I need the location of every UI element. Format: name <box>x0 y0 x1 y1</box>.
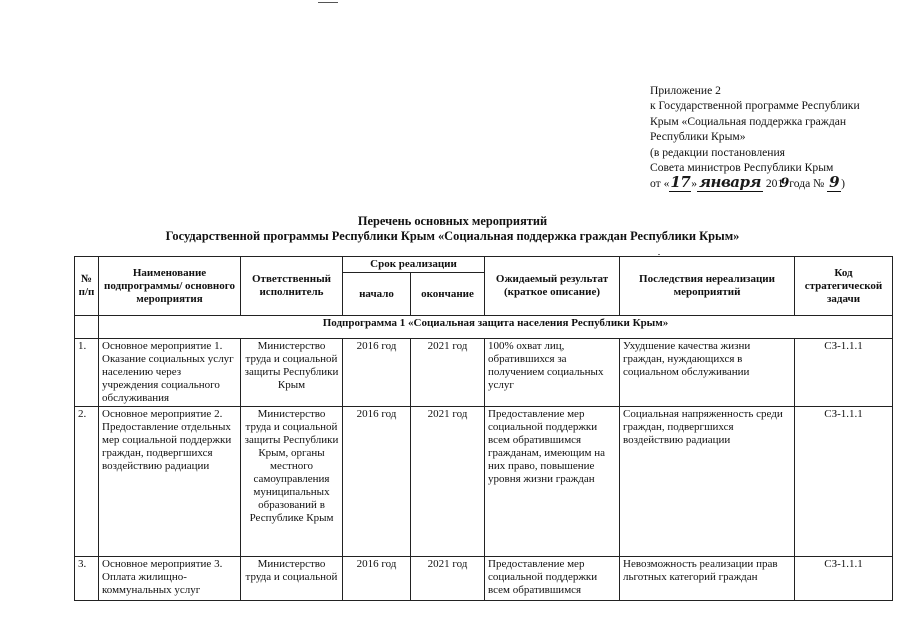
annex-line: Крым «Социальная поддержка граждан <box>650 114 847 128</box>
row-result: 100% охват лиц, обратившихся за получением социальных услуг <box>485 339 620 407</box>
date-prefix: от « <box>650 177 670 191</box>
scan-mark <box>318 2 338 3</box>
row-code: СЗ-1.1.1 <box>795 339 893 407</box>
handwritten-year-digit: 9 <box>780 176 790 192</box>
row-name: Основное мероприятие 3. Оплата жилищно-коммунальных услуг <box>99 557 241 601</box>
header-code: Код стратегической задачи <box>795 257 893 316</box>
annex-line: к Государственной программе Республики <box>650 99 860 113</box>
row-consequences: Невозможность реализации прав льготных категорий граждан <box>620 557 795 601</box>
date-year-start: 201 <box>765 177 784 191</box>
header-consequences: Последствия нереализации мероприятий <box>620 257 795 316</box>
row-consequences: Ухудшение качества жизни граждан, нуждающихся в социальном обслуживании <box>620 339 795 407</box>
document-title: Перечень основных мероприятий <box>357 214 548 228</box>
subprogram-title: Подпрограмма 1 «Социальная защита населения Республики Крым» <box>99 316 893 339</box>
table-row <box>75 339 893 407</box>
row-executor: Министерство труда и социальной защиты Республики Крым, органы местного самоуправления муниципальных образований в Республике Крым <box>241 407 343 557</box>
row-end: 2021 год <box>411 557 485 601</box>
annex-block <box>650 83 900 192</box>
header-executor: Ответственный исполнитель <box>241 257 343 316</box>
row-code: СЗ-1.1.1 <box>795 557 893 601</box>
date-year-word: года № <box>789 177 825 191</box>
handwritten-day: 17 <box>670 173 691 192</box>
resolution-date-line <box>650 175 900 191</box>
handwritten-month: января <box>699 173 761 192</box>
row-start: 2016 год <box>343 557 411 601</box>
row-end: 2021 год <box>411 339 485 407</box>
row-result: Предоставление мер социальной поддержки всем обратившимся гражданам, имеющим на них право, повышение уровня жизни граждан <box>485 407 620 557</box>
row-executor: Министерство труда и социальной защиты Республики Крым <box>241 339 343 407</box>
header-end: окончание <box>411 273 485 316</box>
header-num: № п/п <box>75 257 99 316</box>
date-quote: » <box>691 177 698 191</box>
subprogram-num-cell <box>75 316 99 339</box>
annex-line: Приложение 2 <box>650 84 721 97</box>
header-term: Срок реализации <box>343 257 485 273</box>
annex-line: Республики Крым» <box>650 130 746 144</box>
row-num: 1. <box>75 339 99 407</box>
handwritten-number: 9 <box>829 173 840 192</box>
row-start: 2016 год <box>343 339 411 407</box>
row-num: 2. <box>75 407 99 557</box>
row-start: 2016 год <box>343 407 411 557</box>
table-row <box>75 407 893 557</box>
row-name: Основное мероприятие 1. Оказание социальных услуг населению через учреждения социального обслуживания <box>99 339 241 407</box>
row-result: Предоставление мер социальной поддержки всем обратившимся <box>485 557 620 601</box>
row-code: СЗ-1.1.1 <box>795 407 893 557</box>
annex-line: Совета министров Республики Крым <box>650 161 834 175</box>
table-row <box>75 557 893 601</box>
measures-table <box>74 256 893 601</box>
row-end: 2021 год <box>411 407 485 557</box>
header-result: Ожидаемый результат (краткое описание) <box>485 257 620 316</box>
document-subtitle: Государственной программы Республики Крым «Социальная поддержка граждан Республики Крым» <box>165 229 740 243</box>
row-executor: Министерство труда и социальной <box>241 557 343 601</box>
annex-line: (в редакции постановления <box>650 145 785 159</box>
date-suffix: ) <box>841 177 845 191</box>
row-num: 3. <box>75 557 99 601</box>
scan-dot <box>658 254 660 255</box>
row-consequences: Социальная напряженность среди граждан, подвергшихся воздействию радиации <box>620 407 795 557</box>
header-start: начало <box>343 273 411 316</box>
row-name: Основное мероприятие 2. Предоставление отдельных мер социальной поддержки граждан, подвергшихся воздействию радиации <box>99 407 241 557</box>
header-name: Наименование подпрограммы/ основного мероприятия <box>99 257 241 316</box>
